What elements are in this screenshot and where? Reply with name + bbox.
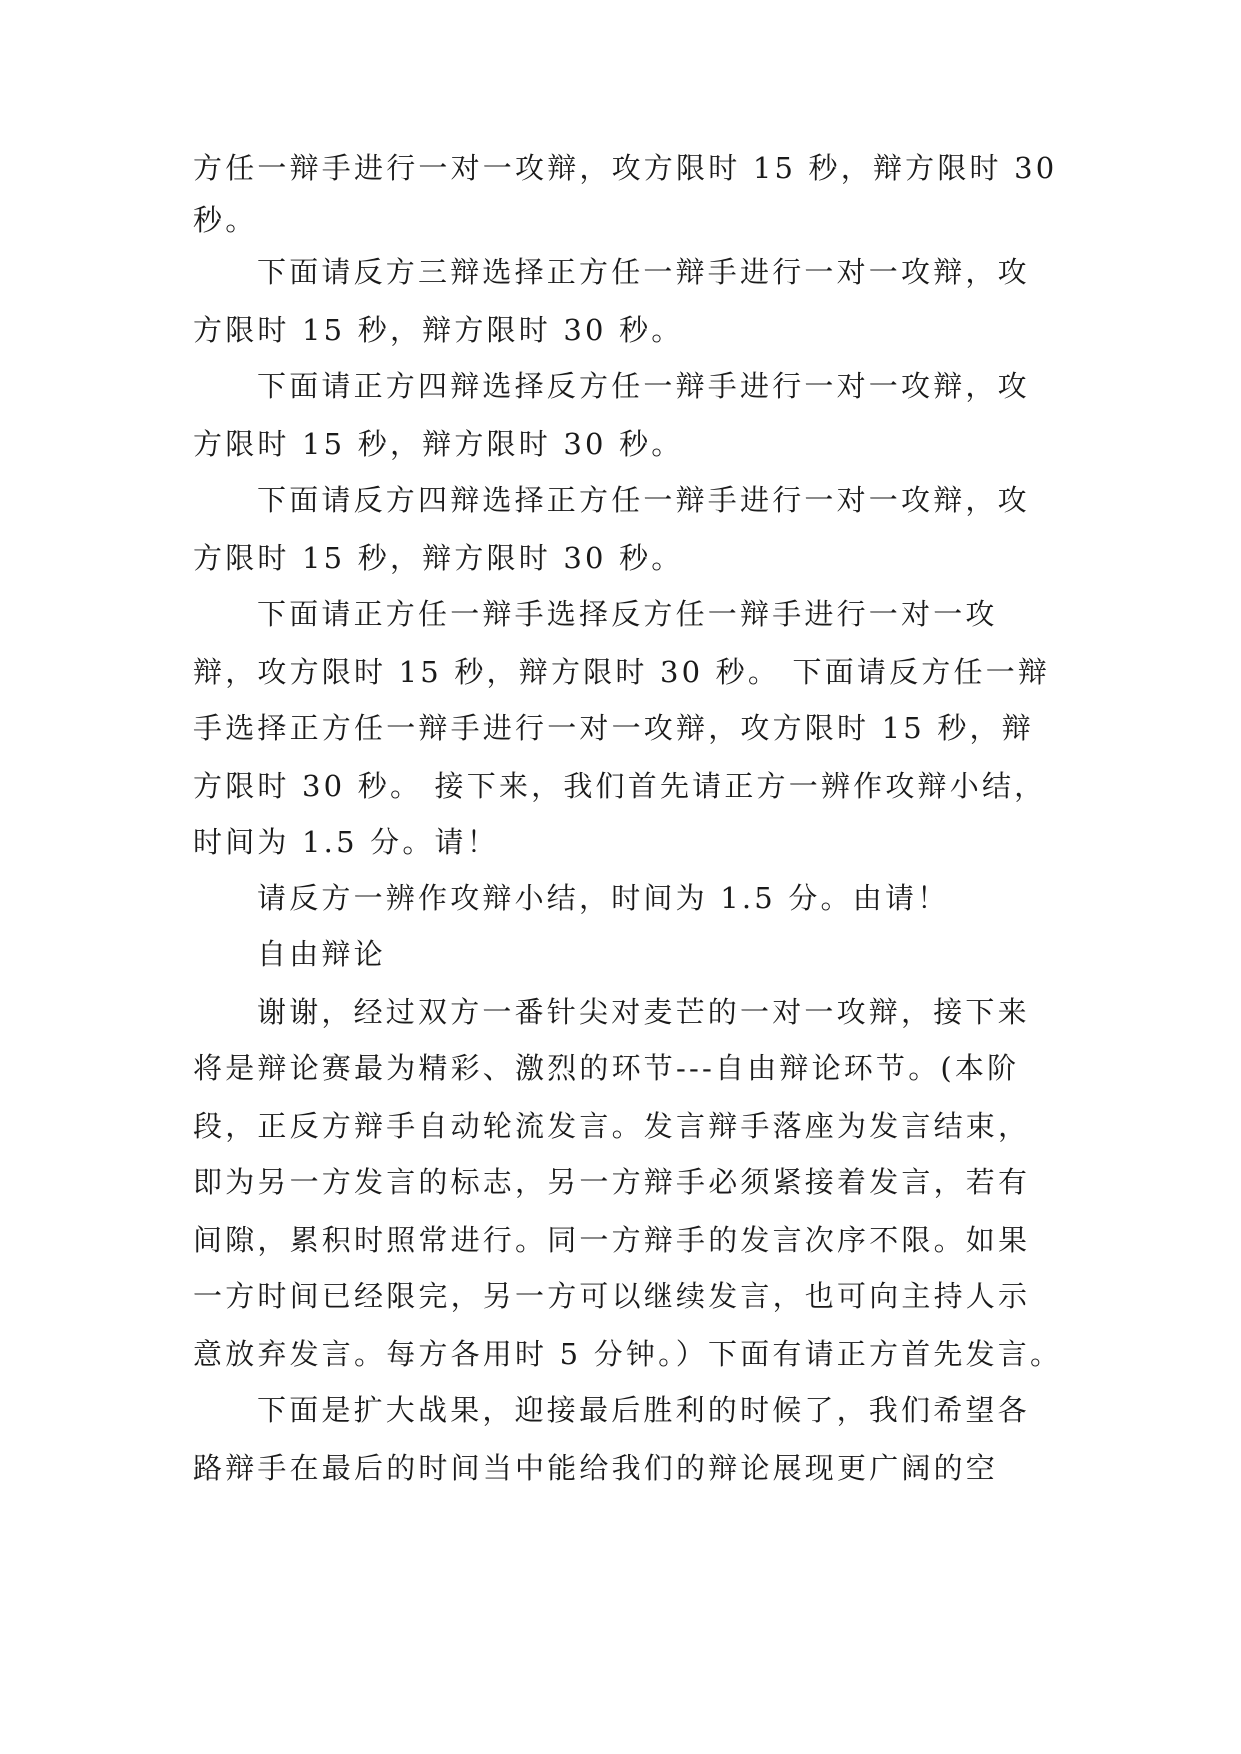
text-line: 下面请正方四辩选择反方任一辩手进行一对一攻辩，攻 (257, 369, 1030, 403)
text-line: 间隙，累积时照常进行。同一方辩手的发言次序不限。如果 (193, 1223, 1031, 1257)
text-line: 下面是扩大战果，迎接最后胜利的时候了，我们希望各 (257, 1393, 1030, 1427)
text-line: 方限时 15 秒，辩方限时 30 秒。 (193, 541, 684, 575)
text-line: 段，正反方辩手自动轮流发言。发言辩手落座为发言结束， (193, 1109, 1031, 1143)
text-line: 下面请反方三辩选择正方任一辩手进行一对一攻辩，攻 (257, 255, 1030, 289)
text-line: 手选择正方任一辩手进行一对一攻辩，攻方限时 15 秒，辩 (193, 711, 1034, 745)
text-line: 请反方一辨作攻辩小结，时间为 1.5 分。由请！ (257, 881, 950, 915)
text-line: 下面请反方四辩选择正方任一辩手进行一对一攻辩，攻 (257, 483, 1030, 517)
text-line: 路辩手在最后的时间当中能给我们的辩论展现更广阔的空 (193, 1451, 999, 1485)
text-line: 一方时间已经限完，另一方可以继续发言，也可向主持人示 (193, 1279, 1031, 1313)
text-line: 辩，攻方限时 15 秒，辩方限时 30 秒。 下面请反方任一辩 (193, 655, 1051, 689)
text-line: 方任一辩手进行一对一攻辩，攻方限时 15 秒，辩方限时 30 (193, 151, 1058, 185)
section-heading: 自由辩论 (257, 937, 386, 971)
text-line: 方限时 15 秒，辩方限时 30 秒。 (193, 427, 684, 461)
text-line: 下面请正方任一辩手选择反方任一辩手进行一对一攻 (257, 597, 998, 631)
text-line: 将是辩论赛最为精彩、激烈的环节---自由辩论环节。(本阶 (193, 1051, 1020, 1085)
text-line: 即为另一方发言的标志，另一方辩手必须紧接着发言，若有 (193, 1165, 1031, 1199)
text-line: 谢谢，经过双方一番针尖对麦芒的一对一攻辩，接下来 (257, 995, 1030, 1029)
text-line: 意放弃发言。每方各用时 5 分钟。）下面有请正方首先发言。 (193, 1337, 1063, 1371)
text-line: 方限时 15 秒，辩方限时 30 秒。 (193, 313, 684, 347)
text-line: 方限时 30 秒。 接下来，我们首先请正方一辨作攻辩小结， (193, 769, 1047, 803)
text-line: 秒。 (193, 203, 258, 237)
text-line: 时间为 1.5 分。请！ (193, 825, 499, 859)
